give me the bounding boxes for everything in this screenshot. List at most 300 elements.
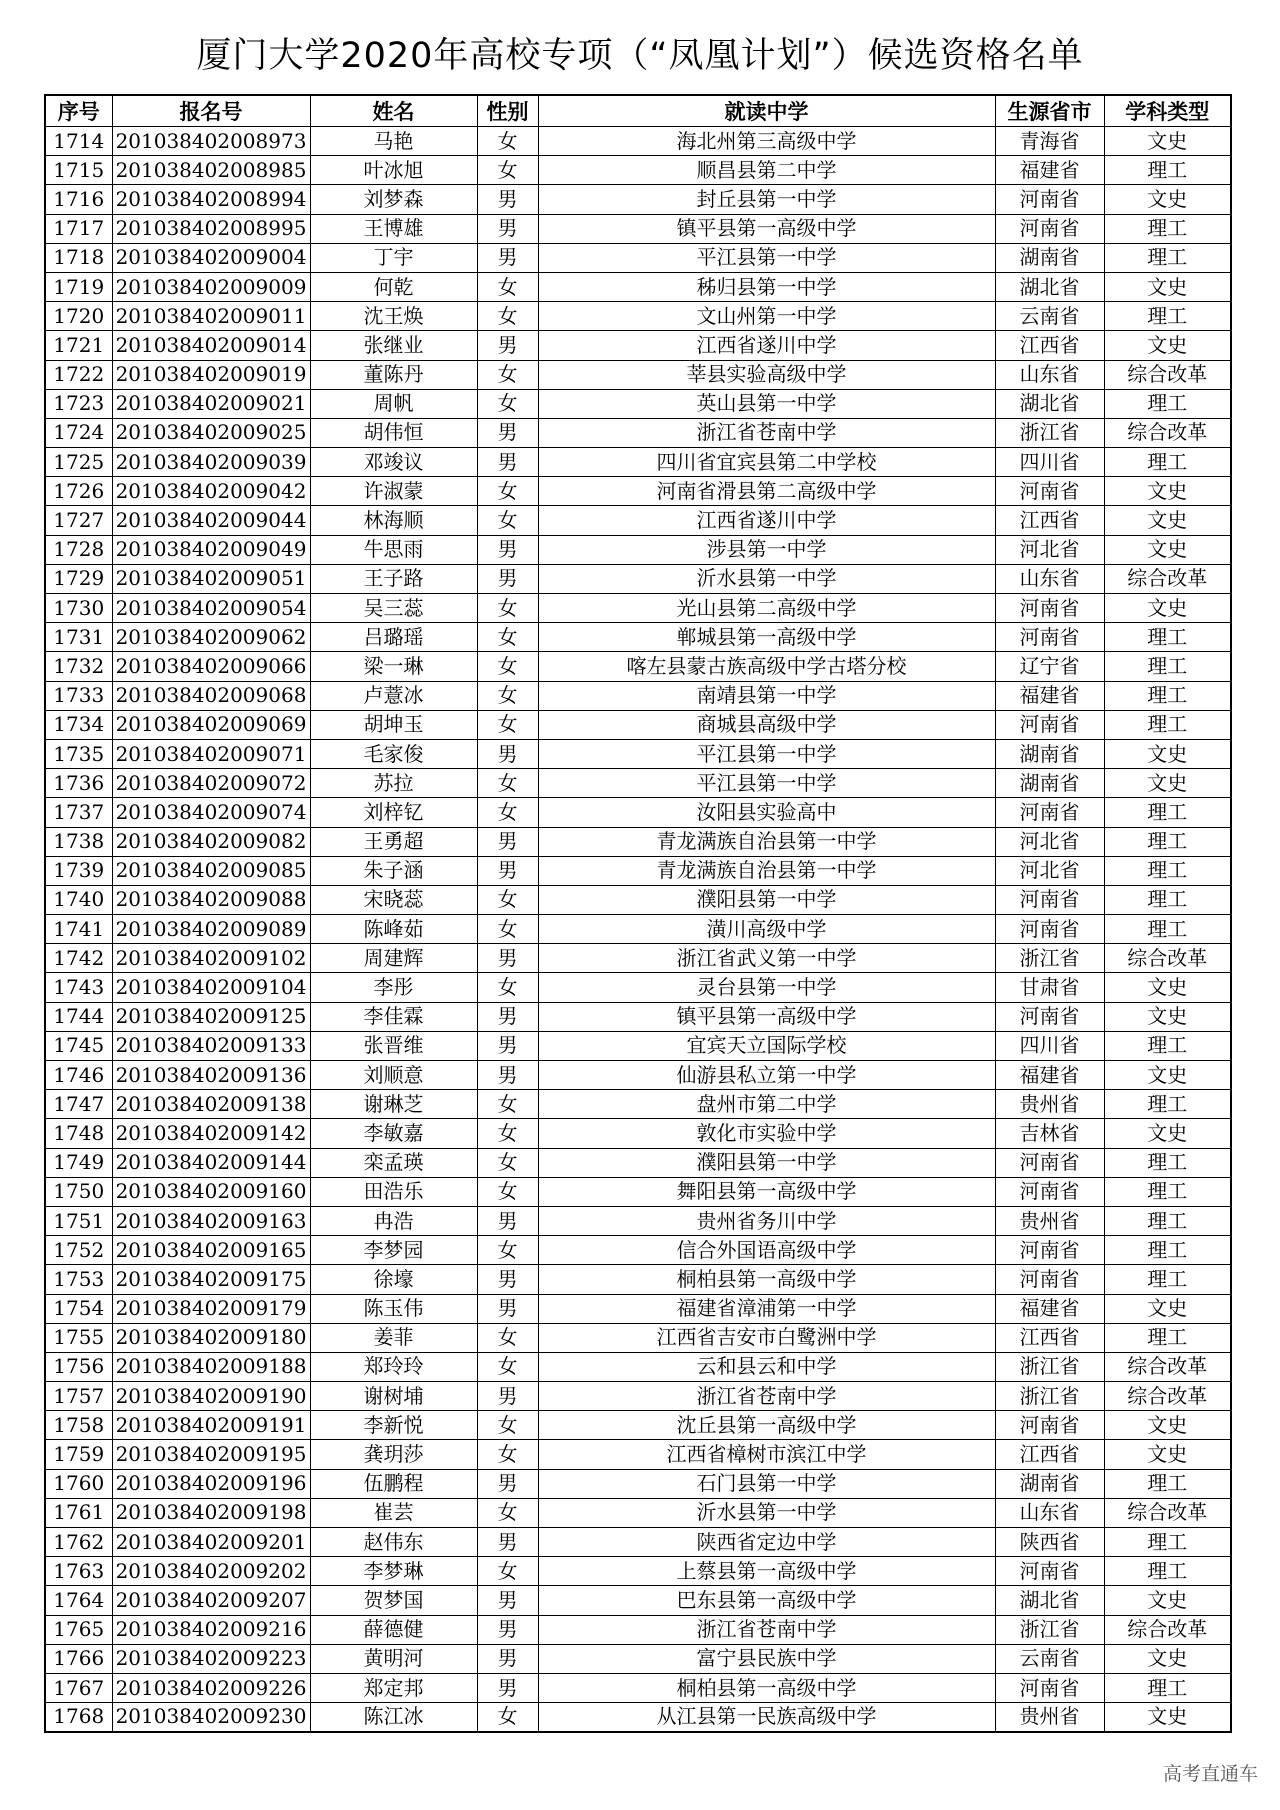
cell-name: 胡伟恒 <box>310 418 477 447</box>
cell-name: 丁宇 <box>310 243 477 272</box>
cell-province: 河南省 <box>995 477 1104 506</box>
cell-gender: 女 <box>477 1498 538 1527</box>
table-row <box>45 1615 1231 1644</box>
cell-subject-type: 理工 <box>1104 1031 1231 1060</box>
cell-name: 冉浩 <box>310 1206 477 1235</box>
column-header-school: 就读中学 <box>538 95 995 127</box>
column-header-subject-type: 学科类型 <box>1104 95 1231 127</box>
cell-registration-number: 201038402009195 <box>112 1440 310 1469</box>
cell-province: 河南省 <box>995 594 1104 623</box>
cell-registration-number: 201038402009039 <box>112 448 310 477</box>
cell-index: 1756 <box>45 1352 112 1381</box>
cell-school: 四川省宜宾县第二中学校 <box>538 448 995 477</box>
table-row <box>45 1586 1231 1615</box>
cell-gender: 女 <box>477 1236 538 1265</box>
cell-index: 1722 <box>45 360 112 389</box>
table-row <box>45 1498 1231 1527</box>
cell-gender: 男 <box>477 1031 538 1060</box>
cell-school: 顺昌县第二中学 <box>538 156 995 185</box>
cell-subject-type: 文史 <box>1104 1411 1231 1440</box>
cell-name: 王博雄 <box>310 214 477 243</box>
cell-school: 巴东县第一高级中学 <box>538 1586 995 1615</box>
cell-registration-number: 201038402009069 <box>112 710 310 739</box>
cell-gender: 男 <box>477 1673 538 1702</box>
cell-province: 江西省 <box>995 1323 1104 1352</box>
cell-index: 1736 <box>45 769 112 798</box>
cell-registration-number: 201038402009133 <box>112 1031 310 1060</box>
cell-name: 王勇超 <box>310 827 477 856</box>
cell-school: 陕西省定边中学 <box>538 1528 995 1557</box>
table-row <box>45 448 1231 477</box>
cell-name: 沈王焕 <box>310 302 477 331</box>
cell-school: 江西省樟树市滨江中学 <box>538 1440 995 1469</box>
cell-school: 福建省漳浦第一中学 <box>538 1294 995 1323</box>
cell-subject-type: 理工 <box>1104 1557 1231 1586</box>
cell-name: 李梦园 <box>310 1236 477 1265</box>
cell-name: 朱子涵 <box>310 856 477 885</box>
cell-registration-number: 201038402008985 <box>112 156 310 185</box>
cell-name: 黄明河 <box>310 1644 477 1673</box>
cell-index: 1719 <box>45 272 112 301</box>
cell-registration-number: 201038402009068 <box>112 681 310 710</box>
cell-registration-number: 201038402009066 <box>112 652 310 681</box>
cell-school: 浙江省苍南中学 <box>538 418 995 447</box>
cell-subject-type: 理工 <box>1104 1090 1231 1119</box>
cell-school: 贵州省务川中学 <box>538 1206 995 1235</box>
cell-school: 潢川高级中学 <box>538 915 995 944</box>
cell-subject-type: 文史 <box>1104 477 1231 506</box>
candidate-table <box>44 94 1232 1733</box>
cell-registration-number: 201038402008994 <box>112 185 310 214</box>
cell-index: 1726 <box>45 477 112 506</box>
table-row <box>45 1119 1231 1148</box>
table-row <box>45 564 1231 593</box>
cell-gender: 女 <box>477 1119 538 1148</box>
cell-province: 河南省 <box>995 1236 1104 1265</box>
cell-name: 卢薏冰 <box>310 681 477 710</box>
cell-name: 周建辉 <box>310 944 477 973</box>
cell-gender: 男 <box>477 1644 538 1673</box>
cell-index: 1729 <box>45 564 112 593</box>
cell-gender: 男 <box>477 856 538 885</box>
cell-name: 李佳霖 <box>310 1002 477 1031</box>
page-title: 厦门大学2020年高校专项（“凤凰计划”）候选资格名单 <box>196 36 1084 76</box>
cell-subject-type: 文史 <box>1104 1703 1231 1732</box>
cell-school: 江西省遂川中学 <box>538 331 995 360</box>
cell-gender: 女 <box>477 798 538 827</box>
cell-province: 四川省 <box>995 448 1104 477</box>
cell-school: 仙游县私立第一中学 <box>538 1061 995 1090</box>
cell-gender: 女 <box>477 360 538 389</box>
cell-subject-type: 文史 <box>1104 185 1231 214</box>
cell-province: 河北省 <box>995 535 1104 564</box>
cell-subject-type: 综合改革 <box>1104 564 1231 593</box>
cell-gender: 男 <box>477 448 538 477</box>
cell-subject-type: 理工 <box>1104 156 1231 185</box>
table-row <box>45 1469 1231 1498</box>
cell-province: 河南省 <box>995 1148 1104 1177</box>
cell-subject-type: 理工 <box>1104 798 1231 827</box>
cell-gender: 男 <box>477 1002 538 1031</box>
cell-subject-type: 文史 <box>1104 1002 1231 1031</box>
table-row <box>45 885 1231 914</box>
cell-subject-type: 综合改革 <box>1104 1498 1231 1527</box>
cell-registration-number: 201038402009051 <box>112 564 310 593</box>
cell-registration-number: 201038402009104 <box>112 973 310 1002</box>
table-row <box>45 302 1231 331</box>
cell-gender: 女 <box>477 623 538 652</box>
cell-school: 平江县第一中学 <box>538 739 995 768</box>
cell-gender: 女 <box>477 389 538 418</box>
cell-gender: 男 <box>477 214 538 243</box>
cell-school: 涉县第一中学 <box>538 535 995 564</box>
cell-registration-number: 201038402009088 <box>112 885 310 914</box>
cell-province: 山东省 <box>995 1498 1104 1527</box>
cell-index: 1757 <box>45 1382 112 1411</box>
cell-index: 1715 <box>45 156 112 185</box>
table-row <box>45 798 1231 827</box>
cell-school: 浙江省武义第一中学 <box>538 944 995 973</box>
cell-subject-type: 理工 <box>1104 1323 1231 1352</box>
cell-registration-number: 201038402009188 <box>112 1352 310 1381</box>
cell-province: 湖南省 <box>995 739 1104 768</box>
table-row <box>45 127 1231 156</box>
cell-name: 刘梓钇 <box>310 798 477 827</box>
cell-registration-number: 201038402009144 <box>112 1148 310 1177</box>
cell-school: 光山县第二高级中学 <box>538 594 995 623</box>
cell-province: 江西省 <box>995 1440 1104 1469</box>
cell-school: 浙江省苍南中学 <box>538 1615 995 1644</box>
cell-name: 宋晓蕊 <box>310 885 477 914</box>
table-row <box>45 594 1231 623</box>
table-row <box>45 1557 1231 1586</box>
cell-gender: 女 <box>477 1177 538 1206</box>
cell-school: 文山州第一中学 <box>538 302 995 331</box>
cell-name: 马艳 <box>310 127 477 156</box>
table-row <box>45 1090 1231 1119</box>
cell-province: 甘肃省 <box>995 973 1104 1002</box>
cell-name: 毛家俊 <box>310 739 477 768</box>
cell-name: 赵伟东 <box>310 1528 477 1557</box>
cell-name: 陈江冰 <box>310 1703 477 1732</box>
cell-registration-number: 201038402009074 <box>112 798 310 827</box>
cell-subject-type: 文史 <box>1104 1586 1231 1615</box>
cell-gender: 女 <box>477 127 538 156</box>
cell-school: 云和县云和中学 <box>538 1352 995 1381</box>
cell-gender: 男 <box>477 1382 538 1411</box>
cell-school: 汝阳县实验高中 <box>538 798 995 827</box>
cell-school: 盘州市第二中学 <box>538 1090 995 1119</box>
cell-gender: 女 <box>477 594 538 623</box>
cell-subject-type: 理工 <box>1104 915 1231 944</box>
cell-name: 徐壕 <box>310 1265 477 1294</box>
column-header-gender: 性别 <box>477 95 538 127</box>
cell-school: 桐柏县第一高级中学 <box>538 1673 995 1702</box>
cell-index: 1728 <box>45 535 112 564</box>
cell-name: 胡坤玉 <box>310 710 477 739</box>
table-body <box>45 127 1231 1732</box>
cell-school: 南靖县第一中学 <box>538 681 995 710</box>
table-row <box>45 1644 1231 1673</box>
cell-school: 宜宾天立国际学校 <box>538 1031 995 1060</box>
cell-name: 李彤 <box>310 973 477 1002</box>
cell-gender: 男 <box>477 739 538 768</box>
cell-gender: 男 <box>477 1528 538 1557</box>
cell-subject-type: 理工 <box>1104 856 1231 885</box>
cell-subject-type: 综合改革 <box>1104 418 1231 447</box>
cell-name: 郑玲玲 <box>310 1352 477 1381</box>
cell-gender: 男 <box>477 564 538 593</box>
cell-subject-type: 文史 <box>1104 1294 1231 1323</box>
cell-subject-type: 理工 <box>1104 1469 1231 1498</box>
cell-index: 1724 <box>45 418 112 447</box>
cell-subject-type: 文史 <box>1104 127 1231 156</box>
cell-index: 1760 <box>45 1469 112 1498</box>
cell-index: 1765 <box>45 1615 112 1644</box>
cell-gender: 男 <box>477 331 538 360</box>
table-row <box>45 1206 1231 1235</box>
cell-gender: 男 <box>477 535 538 564</box>
cell-name: 梁一琳 <box>310 652 477 681</box>
cell-gender: 女 <box>477 1440 538 1469</box>
cell-name: 王子路 <box>310 564 477 593</box>
cell-index: 1752 <box>45 1236 112 1265</box>
cell-gender: 女 <box>477 477 538 506</box>
cell-gender: 男 <box>477 944 538 973</box>
cell-name: 陈峰茹 <box>310 915 477 944</box>
cell-index: 1751 <box>45 1206 112 1235</box>
table-row <box>45 827 1231 856</box>
table-row <box>45 1703 1231 1732</box>
cell-subject-type: 理工 <box>1104 1148 1231 1177</box>
cell-gender: 女 <box>477 710 538 739</box>
table-row <box>45 681 1231 710</box>
cell-school: 濮阳县第一中学 <box>538 885 995 914</box>
cell-index: 1720 <box>45 302 112 331</box>
cell-subject-type: 理工 <box>1104 1177 1231 1206</box>
cell-gender: 女 <box>477 1323 538 1352</box>
cell-registration-number: 201038402009089 <box>112 915 310 944</box>
table-row <box>45 331 1231 360</box>
table-row <box>45 1411 1231 1440</box>
cell-name: 贺梦国 <box>310 1586 477 1615</box>
cell-index: 1755 <box>45 1323 112 1352</box>
table-row <box>45 1177 1231 1206</box>
cell-subject-type: 综合改革 <box>1104 1615 1231 1644</box>
cell-index: 1739 <box>45 856 112 885</box>
table-row <box>45 1382 1231 1411</box>
cell-province: 福建省 <box>995 1061 1104 1090</box>
cell-index: 1727 <box>45 506 112 535</box>
table-row <box>45 156 1231 185</box>
cell-name: 叶冰旭 <box>310 156 477 185</box>
cell-province: 湖南省 <box>995 769 1104 798</box>
cell-registration-number: 201038402009102 <box>112 944 310 973</box>
cell-school: 莘县实验高级中学 <box>538 360 995 389</box>
cell-school: 郸城县第一高级中学 <box>538 623 995 652</box>
cell-school: 富宁县民族中学 <box>538 1644 995 1673</box>
cell-gender: 女 <box>477 1703 538 1732</box>
table-row <box>45 1148 1231 1177</box>
cell-school: 江西省吉安市白鹭洲中学 <box>538 1323 995 1352</box>
cell-province: 河南省 <box>995 710 1104 739</box>
cell-gender: 男 <box>477 185 538 214</box>
cell-name: 姜菲 <box>310 1323 477 1352</box>
cell-registration-number: 201038402008973 <box>112 127 310 156</box>
cell-name: 吕璐瑶 <box>310 623 477 652</box>
cell-name: 陈玉伟 <box>310 1294 477 1323</box>
cell-province: 浙江省 <box>995 1382 1104 1411</box>
cell-school: 敦化市实验中学 <box>538 1119 995 1148</box>
cell-school: 河南省滑县第二高级中学 <box>538 477 995 506</box>
table-row <box>45 243 1231 272</box>
watermark: 高考直通车 <box>1162 1763 1258 1785</box>
cell-index: 1723 <box>45 389 112 418</box>
cell-name: 郑定邦 <box>310 1673 477 1702</box>
cell-name: 伍鹏程 <box>310 1469 477 1498</box>
table-row <box>45 1265 1231 1294</box>
cell-school: 平江县第一中学 <box>538 769 995 798</box>
cell-name: 李梦琳 <box>310 1557 477 1586</box>
cell-name: 张继业 <box>310 331 477 360</box>
cell-registration-number: 201038402009011 <box>112 302 310 331</box>
table-row <box>45 360 1231 389</box>
cell-province: 湖北省 <box>995 1586 1104 1615</box>
cell-province: 河南省 <box>995 214 1104 243</box>
cell-school: 青龙满族自治县第一中学 <box>538 827 995 856</box>
cell-index: 1716 <box>45 185 112 214</box>
cell-registration-number: 201038402009019 <box>112 360 310 389</box>
cell-subject-type: 理工 <box>1104 1206 1231 1235</box>
cell-registration-number: 201038402009142 <box>112 1119 310 1148</box>
cell-index: 1717 <box>45 214 112 243</box>
cell-name: 周帆 <box>310 389 477 418</box>
cell-province: 河南省 <box>995 1411 1104 1440</box>
cell-school: 喀左县蒙古族高级中学古塔分校 <box>538 652 995 681</box>
cell-province: 云南省 <box>995 302 1104 331</box>
cell-name: 何乾 <box>310 272 477 301</box>
cell-subject-type: 理工 <box>1104 827 1231 856</box>
cell-index: 1747 <box>45 1090 112 1119</box>
cell-index: 1764 <box>45 1586 112 1615</box>
cell-index: 1763 <box>45 1557 112 1586</box>
cell-province: 江西省 <box>995 331 1104 360</box>
cell-school: 沈丘县第一高级中学 <box>538 1411 995 1440</box>
table-row <box>45 1031 1231 1060</box>
cell-index: 1741 <box>45 915 112 944</box>
table-row <box>45 856 1231 885</box>
cell-registration-number: 201038402009136 <box>112 1061 310 1090</box>
cell-index: 1743 <box>45 973 112 1002</box>
cell-name: 张晋维 <box>310 1031 477 1060</box>
cell-province: 贵州省 <box>995 1090 1104 1119</box>
cell-registration-number: 201038402009160 <box>112 1177 310 1206</box>
table-row <box>45 652 1231 681</box>
table-row <box>45 185 1231 214</box>
cell-school: 英山县第一中学 <box>538 389 995 418</box>
cell-province: 河南省 <box>995 1177 1104 1206</box>
cell-index: 1718 <box>45 243 112 272</box>
cell-subject-type: 文史 <box>1104 973 1231 1002</box>
table-row <box>45 1528 1231 1557</box>
cell-index: 1748 <box>45 1119 112 1148</box>
cell-province: 河南省 <box>995 1265 1104 1294</box>
cell-province: 河南省 <box>995 885 1104 914</box>
cell-index: 1768 <box>45 1703 112 1732</box>
cell-province: 湖北省 <box>995 272 1104 301</box>
cell-province: 河南省 <box>995 1002 1104 1031</box>
cell-gender: 男 <box>477 1469 538 1498</box>
cell-gender: 女 <box>477 1148 538 1177</box>
cell-gender: 女 <box>477 302 538 331</box>
cell-school: 沂水县第一中学 <box>538 1498 995 1527</box>
column-header-name: 姓名 <box>310 95 477 127</box>
cell-name: 薛德健 <box>310 1615 477 1644</box>
cell-index: 1761 <box>45 1498 112 1527</box>
cell-registration-number: 201038402009165 <box>112 1236 310 1265</box>
cell-registration-number: 201038402009201 <box>112 1528 310 1557</box>
cell-subject-type: 综合改革 <box>1104 360 1231 389</box>
cell-index: 1732 <box>45 652 112 681</box>
cell-province: 福建省 <box>995 681 1104 710</box>
cell-subject-type: 理工 <box>1104 214 1231 243</box>
cell-school: 青龙满族自治县第一中学 <box>538 856 995 885</box>
cell-registration-number: 201038402009014 <box>112 331 310 360</box>
cell-registration-number: 201038402009196 <box>112 1469 310 1498</box>
cell-registration-number: 201038402009226 <box>112 1673 310 1702</box>
cell-subject-type: 文史 <box>1104 1440 1231 1469</box>
table-row <box>45 710 1231 739</box>
table-row <box>45 1061 1231 1090</box>
cell-index: 1737 <box>45 798 112 827</box>
cell-subject-type: 文史 <box>1104 739 1231 768</box>
cell-registration-number: 201038402009180 <box>112 1323 310 1352</box>
cell-index: 1744 <box>45 1002 112 1031</box>
table-row <box>45 506 1231 535</box>
cell-gender: 女 <box>477 1411 538 1440</box>
cell-registration-number: 201038402009025 <box>112 418 310 447</box>
cell-index: 1730 <box>45 594 112 623</box>
cell-subject-type: 文史 <box>1104 1061 1231 1090</box>
cell-subject-type: 文史 <box>1104 769 1231 798</box>
cell-index: 1725 <box>45 448 112 477</box>
cell-index: 1759 <box>45 1440 112 1469</box>
cell-province: 云南省 <box>995 1644 1104 1673</box>
cell-registration-number: 201038402009125 <box>112 1002 310 1031</box>
cell-index: 1721 <box>45 331 112 360</box>
table-row <box>45 623 1231 652</box>
cell-gender: 女 <box>477 885 538 914</box>
cell-index: 1749 <box>45 1148 112 1177</box>
cell-province: 山东省 <box>995 360 1104 389</box>
cell-subject-type: 理工 <box>1104 681 1231 710</box>
cell-registration-number: 201038402009072 <box>112 769 310 798</box>
cell-name: 李新悦 <box>310 1411 477 1440</box>
cell-subject-type: 文史 <box>1104 594 1231 623</box>
cell-gender: 女 <box>477 973 538 1002</box>
cell-province: 河北省 <box>995 827 1104 856</box>
table-row <box>45 272 1231 301</box>
cell-registration-number: 201038402009198 <box>112 1498 310 1527</box>
cell-subject-type: 文史 <box>1104 535 1231 564</box>
cell-gender: 女 <box>477 1352 538 1381</box>
cell-school: 石门县第一中学 <box>538 1469 995 1498</box>
cell-school: 濮阳县第一中学 <box>538 1148 995 1177</box>
cell-gender: 男 <box>477 418 538 447</box>
cell-province: 浙江省 <box>995 1352 1104 1381</box>
cell-subject-type: 理工 <box>1104 389 1231 418</box>
cell-province: 湖南省 <box>995 1469 1104 1498</box>
